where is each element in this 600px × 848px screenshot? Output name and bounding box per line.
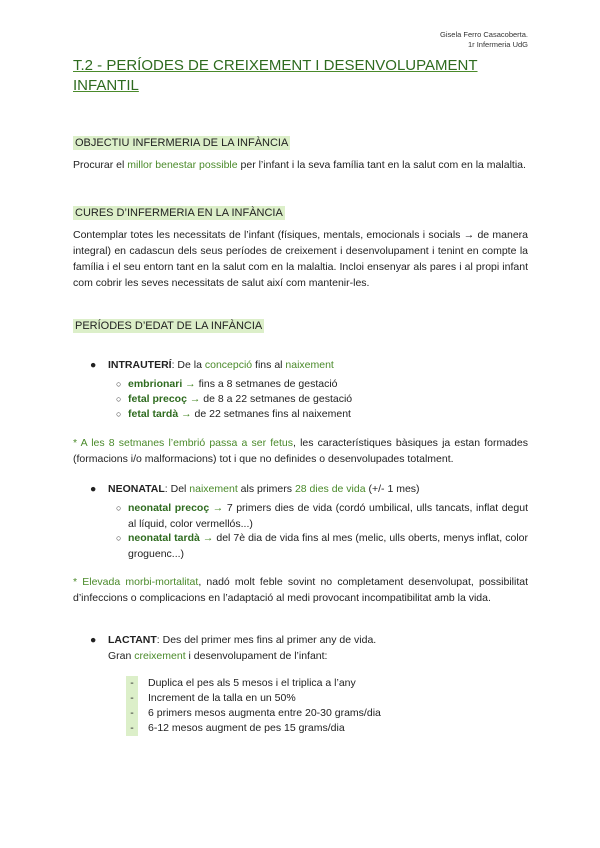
- course-name: 1r Infermeria UdG: [467, 40, 528, 49]
- page-header: [440, 30, 528, 50]
- lactant-item: - Duplica el pes als 5 mesos i el triplica a l’any: [126, 676, 356, 691]
- sub-item-fetal-precoc: ○ fetal precoç → de 8 a 22 setmanes de gestació: [116, 393, 353, 405]
- sub-item-neonatal-tarda: ○ neonatal tardà → del 7è dia de vida fins al mes (melic, ulls oberts, menys inflat, color groguenc...): [116, 532, 528, 560]
- intrauteri-note: * A les 8 setmanes l’embrió passa a ser fetus, les característiques bàsiques ja estan formades (formacions i/o malformacions) tot i que no definides o desenvolupades totalment.: [73, 437, 528, 465]
- lactant-item: - Increment de la talla en un 50%: [126, 691, 296, 706]
- section-heading-cures: CURES D’INFERMERIA EN LA INFÀNCIA: [75, 207, 283, 219]
- section-heading-periodes: PERÍODES D’EDAT DE LA INFÀNCIA: [75, 320, 263, 332]
- objectiu-paragraph: Procurar el millor benestar possible per l’infant i la seva família tant en la salut com en la malaltia.: [73, 159, 526, 171]
- sub-item-embrionari: ○ embrionari → fins a 8 setmanes de gestació: [116, 378, 338, 390]
- list-item-neonatal: ● NEONATAL: Del naixement als primers 28 dies de vida (+/- 1 mes): [90, 483, 420, 495]
- cures-paragraph: Contemplar totes les necessitats de l’infant (físiques, mentals, emocionals i socials → de manera integral) en cadascun dels seus períodes de creixement i desenvolupament i tenint en compte la família i el seu entorn tant en la salut com en la malaltia. Incloi ensenyar als pares i al propi infant com cobrir les seves necessitats de salut així com mantenir-les.: [73, 229, 528, 289]
- sub-item-fetal-tarda: ○ fetal tardà → de 22 setmanes fins al naixement: [116, 408, 351, 420]
- page-title: T.2 - PERÍODES DE CREIXEMENT I DESENVOLUPAMENT INFANTIL: [73, 57, 478, 94]
- neonatal-note: * Elevada morbi-mortalitat, nadó molt feble sovint no completament desenvolupat, possibilitat d’infeccions o complicacions en l’adaptació al medi provocant incompatibilitat amb la vida.: [73, 576, 529, 604]
- section-heading-objectiu: OBJECTIU INFERMERIA DE LA INFÀNCIA: [75, 137, 289, 149]
- lactant-item: - 6-12 mesos augment de pes 15 grams/dia: [126, 721, 345, 736]
- lactant-description: Gran creixement i desenvolupament de l’infant:: [108, 650, 328, 662]
- sub-item-neonatal-precoc: ○ neonatal precoç → 7 primers dies de vida (cordó umbilical, ulls tancats, inflat degut al líquid, color vermellós...): [116, 502, 528, 530]
- author-name: Gisela Ferro Casacoberta.: [440, 30, 528, 39]
- lactant-item: - 6 primers mesos augmenta entre 20-30 grams/dia: [126, 706, 381, 721]
- list-item-lactant: ● LACTANT: Des del primer mes fins al primer any de vida.: [90, 634, 377, 646]
- list-item-intrauteri: ● INTRAUTERÍ: De la concepció fins al naixement: [90, 359, 334, 371]
